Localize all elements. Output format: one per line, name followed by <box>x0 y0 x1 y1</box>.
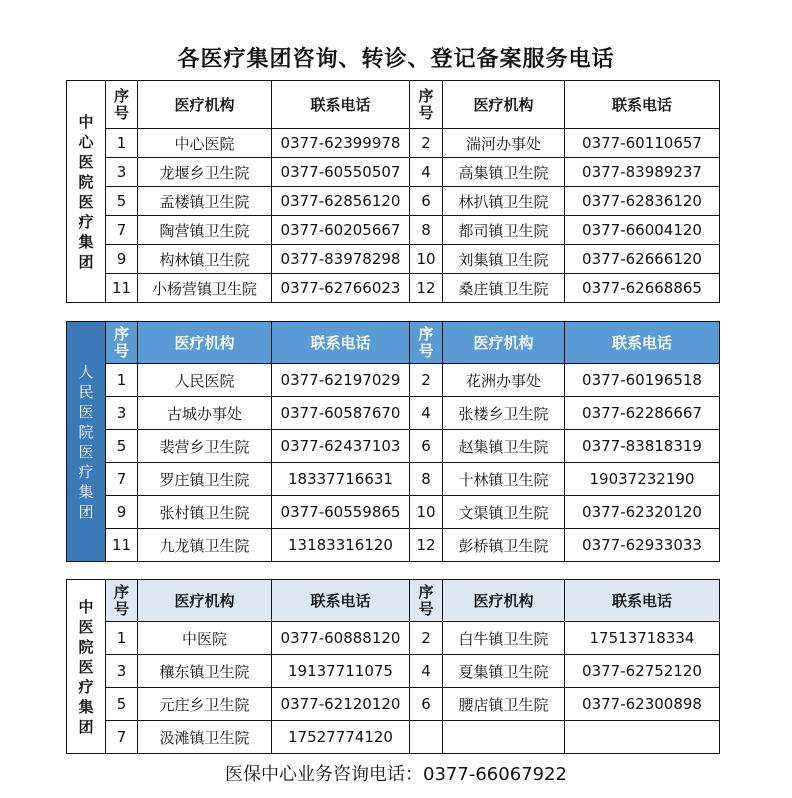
seq-cell: 7 <box>106 463 138 496</box>
org-cell: 元庄乡卫生院 <box>138 688 272 721</box>
org-cell <box>443 721 565 754</box>
header-seq-char: 序 <box>418 324 434 343</box>
phone-cell: 18337716631 <box>272 463 410 496</box>
phone-cell: 19037232190 <box>565 463 720 496</box>
seq-cell: 8 <box>410 216 443 245</box>
header-seq-char: 序 <box>418 582 434 601</box>
seq-cell: 1 <box>106 622 138 655</box>
seq-cell: 5 <box>106 430 138 463</box>
org-cell: 十林镇卫生院 <box>443 463 565 496</box>
org-cell: 穰东镇卫生院 <box>138 655 272 688</box>
seq-cell <box>410 721 443 754</box>
phone-cell: 0377-60587670 <box>272 397 410 430</box>
phone-cell: 0377-62437103 <box>272 430 410 463</box>
header-org: 医疗机构 <box>443 81 565 129</box>
org-cell: 陶营镇卫生院 <box>138 216 272 245</box>
table-row <box>67 496 720 529</box>
phone-cell: 0377-62836120 <box>565 187 720 216</box>
seq-cell: 4 <box>410 397 443 430</box>
header-row <box>67 580 720 622</box>
seq-cell: 9 <box>106 245 138 274</box>
seq-cell: 5 <box>106 187 138 216</box>
group-name-char: 团 <box>78 252 94 271</box>
phone-cell: 0377-62399978 <box>272 129 410 158</box>
phone-cell: 0377-62856120 <box>272 187 410 216</box>
seq-cell: 2 <box>410 129 443 158</box>
org-cell: 九龙镇卫生院 <box>138 529 272 562</box>
table-row <box>67 430 720 463</box>
table-row <box>67 397 720 430</box>
group-name-char: 人 <box>78 362 94 381</box>
phone-cell: 0377-66004120 <box>565 216 720 245</box>
header-phone: 联系电话 <box>565 81 720 129</box>
group-name-char: 医 <box>78 152 94 171</box>
group-name-char: 医 <box>78 192 94 211</box>
phone-cell: 0377-62286667 <box>565 397 720 430</box>
header-seq <box>410 580 443 622</box>
seq-cell: 8 <box>410 463 443 496</box>
org-cell: 汲滩镇卫生院 <box>138 721 272 754</box>
header-phone: 联系电话 <box>272 322 410 364</box>
seq-cell: 6 <box>410 187 443 216</box>
seq-cell: 6 <box>410 430 443 463</box>
group-name-char: 疗 <box>78 677 94 696</box>
header-seq-char: 号 <box>418 341 434 360</box>
group-name-char: 医 <box>78 442 94 461</box>
header-seq <box>410 322 443 364</box>
phone-cell: 0377-60110657 <box>565 129 720 158</box>
seq-cell: 2 <box>410 364 443 397</box>
org-cell: 彭桥镇卫生院 <box>443 529 565 562</box>
table-row <box>67 364 720 397</box>
header-org: 医疗机构 <box>443 580 565 622</box>
header-seq-char: 号 <box>418 103 434 122</box>
phone-cell: 0377-62320120 <box>565 496 720 529</box>
header-seq-char: 号 <box>113 103 129 122</box>
org-cell: 小杨营镇卫生院 <box>138 274 272 303</box>
header-org: 医疗机构 <box>138 580 272 622</box>
org-cell: 裴营乡卫生院 <box>138 430 272 463</box>
seq-cell: 4 <box>410 655 443 688</box>
group-name-char: 疗 <box>78 462 94 481</box>
org-cell: 花洲办事处 <box>443 364 565 397</box>
seq-cell: 3 <box>106 655 138 688</box>
header-org: 医疗机构 <box>443 322 565 364</box>
header-seq-char: 号 <box>418 599 434 618</box>
phone-cell: 19137711075 <box>272 655 410 688</box>
header-seq <box>410 81 443 129</box>
header-org: 医疗机构 <box>138 322 272 364</box>
group-table-tcm-hospital <box>66 579 720 754</box>
phone-cell: 0377-62197029 <box>272 364 410 397</box>
phone-cell: 0377-83818319 <box>565 430 720 463</box>
table-row <box>67 187 720 216</box>
table-row <box>67 721 720 754</box>
header-phone: 联系电话 <box>565 580 720 622</box>
group-name-char: 院 <box>78 172 94 191</box>
header-phone: 联系电话 <box>272 81 410 129</box>
table-row <box>67 688 720 721</box>
seq-cell: 7 <box>106 216 138 245</box>
group-table-central-hospital <box>66 80 720 303</box>
table-row <box>67 129 720 158</box>
org-cell: 刘集镇卫生院 <box>443 245 565 274</box>
table-row <box>67 463 720 496</box>
header-phone: 联系电话 <box>565 322 720 364</box>
header-org: 医疗机构 <box>138 81 272 129</box>
phone-cell: 0377-83989237 <box>565 158 720 187</box>
group-name-char: 医 <box>78 617 94 636</box>
phone-cell: 0377-62766023 <box>272 274 410 303</box>
group-name <box>67 81 106 303</box>
phone-cell: 0377-83978298 <box>272 245 410 274</box>
org-cell: 张村镇卫生院 <box>138 496 272 529</box>
phone-cell: 0377-62933033 <box>565 529 720 562</box>
phone-cell <box>565 721 720 754</box>
phone-cell: 17527774120 <box>272 721 410 754</box>
org-cell: 腰店镇卫生院 <box>443 688 565 721</box>
org-cell: 都司镇卫生院 <box>443 216 565 245</box>
table-row <box>67 622 720 655</box>
seq-cell: 11 <box>106 529 138 562</box>
org-cell: 高集镇卫生院 <box>443 158 565 187</box>
header-seq <box>106 322 138 364</box>
seq-cell: 3 <box>106 397 138 430</box>
group-name-char: 中 <box>78 112 94 131</box>
group-name-char: 团 <box>78 502 94 521</box>
header-seq-char: 号 <box>113 599 129 618</box>
header-seq <box>106 81 138 129</box>
org-cell: 孟楼镇卫生院 <box>138 187 272 216</box>
header-seq-char: 号 <box>113 341 129 360</box>
header-seq-char: 序 <box>113 86 129 105</box>
org-cell: 构林镇卫生院 <box>138 245 272 274</box>
table-row <box>67 216 720 245</box>
group-name-char: 医 <box>78 657 94 676</box>
phone-cell: 13183316120 <box>272 529 410 562</box>
table-row <box>67 245 720 274</box>
group-name-char: 团 <box>78 717 94 736</box>
org-cell: 赵集镇卫生院 <box>443 430 565 463</box>
group-name-char: 医 <box>78 402 94 421</box>
group-name-char: 心 <box>78 132 94 151</box>
group-name-char: 院 <box>78 637 94 656</box>
org-cell: 文渠镇卫生院 <box>443 496 565 529</box>
footer-hotline: 医保中心业务咨询电话：0377-66067922 <box>225 764 567 785</box>
org-cell: 张楼乡卫生院 <box>443 397 565 430</box>
phone-cell: 17513718334 <box>565 622 720 655</box>
phone-cell: 0377-62120120 <box>272 688 410 721</box>
group-name-char: 集 <box>78 482 94 501</box>
group-name-char: 集 <box>78 697 94 716</box>
page-title: 各医疗集团咨询、转诊、登记备案服务电话 <box>177 47 615 72</box>
phone-cell: 0377-60205667 <box>272 216 410 245</box>
org-cell: 罗庄镇卫生院 <box>138 463 272 496</box>
seq-cell: 12 <box>410 529 443 562</box>
seq-cell: 5 <box>106 688 138 721</box>
group-name <box>67 322 106 562</box>
header-seq-char: 序 <box>113 324 129 343</box>
header-phone: 联系电话 <box>272 580 410 622</box>
phone-cell: 0377-60559865 <box>272 496 410 529</box>
seq-cell: 9 <box>106 496 138 529</box>
phone-cell: 0377-60196518 <box>565 364 720 397</box>
table-row <box>67 529 720 562</box>
seq-cell: 7 <box>106 721 138 754</box>
org-cell: 中心医院 <box>138 129 272 158</box>
phone-cell: 0377-60550507 <box>272 158 410 187</box>
seq-cell: 10 <box>410 245 443 274</box>
group-table-peoples-hospital <box>66 321 720 562</box>
org-cell: 古城办事处 <box>138 397 272 430</box>
group-name-char: 集 <box>78 232 94 251</box>
header-seq <box>106 580 138 622</box>
header-row <box>67 322 720 364</box>
header-seq-char: 序 <box>113 582 129 601</box>
seq-cell: 11 <box>106 274 138 303</box>
org-cell: 湍河办事处 <box>443 129 565 158</box>
table-row <box>67 274 720 303</box>
phone-cell: 0377-62668865 <box>565 274 720 303</box>
header-seq-char: 序 <box>418 86 434 105</box>
org-cell: 中医院 <box>138 622 272 655</box>
org-cell: 林扒镇卫生院 <box>443 187 565 216</box>
group-name-char: 疗 <box>78 212 94 231</box>
phone-cell: 0377-62666120 <box>565 245 720 274</box>
table-row <box>67 655 720 688</box>
group-name <box>67 580 106 754</box>
header-row <box>67 81 720 129</box>
seq-cell: 12 <box>410 274 443 303</box>
seq-cell: 2 <box>410 622 443 655</box>
org-cell: 人民医院 <box>138 364 272 397</box>
seq-cell: 3 <box>106 158 138 187</box>
org-cell: 桑庄镇卫生院 <box>443 274 565 303</box>
group-name-char: 中 <box>78 597 94 616</box>
seq-cell: 6 <box>410 688 443 721</box>
seq-cell: 1 <box>106 129 138 158</box>
phone-cell: 0377-62752120 <box>565 655 720 688</box>
seq-cell: 10 <box>410 496 443 529</box>
seq-cell: 4 <box>410 158 443 187</box>
org-cell: 夏集镇卫生院 <box>443 655 565 688</box>
org-cell: 白牛镇卫生院 <box>443 622 565 655</box>
phone-cell: 0377-62300898 <box>565 688 720 721</box>
phone-cell: 0377-60888120 <box>272 622 410 655</box>
seq-cell: 1 <box>106 364 138 397</box>
org-cell: 龙堰乡卫生院 <box>138 158 272 187</box>
group-name-char: 院 <box>78 422 94 441</box>
group-name-char: 民 <box>78 382 94 401</box>
table-row <box>67 158 720 187</box>
